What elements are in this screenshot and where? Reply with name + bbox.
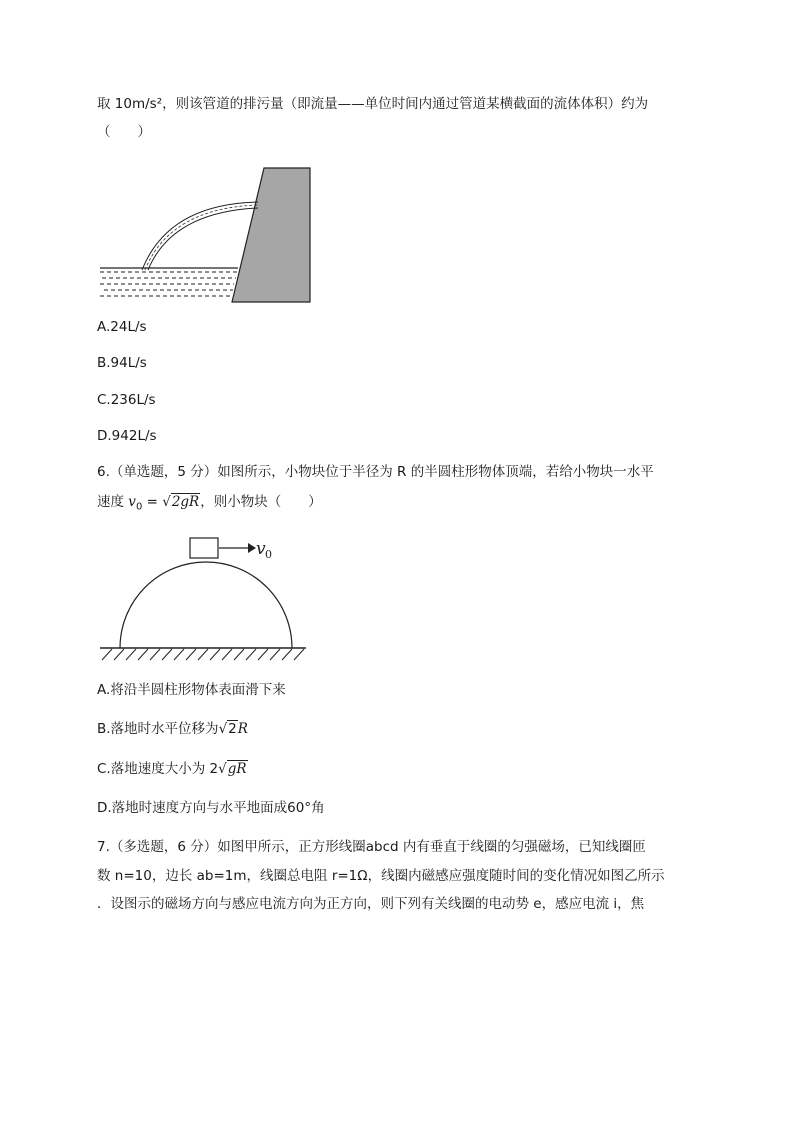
q7-text-line3: ．设图示的磁场方向与感应电流方向为正方向，则下列有关线圈的电动势 e，感应电流 i，焦 — [97, 896, 645, 912]
figure-velocity-subscript: 0 — [265, 548, 272, 561]
q7-text-line1: 7.（多选题，6 分）如图甲所示，正方形线圈abcd 内有垂直于线圈的匀强磁场，已知线圈匝 — [97, 839, 646, 855]
q7-text-line2: 数 n=10，边长 ab=1m，线圈总电阻 r=1Ω，线圈内磁感应强度随时间的变化情况如图乙所示 — [97, 868, 665, 884]
q6-speed-suffix: ，则小物块（ ） — [200, 494, 322, 510]
sqrt-icon: √ — [218, 761, 227, 777]
q6-option-c-radicand: gR — [227, 761, 247, 777]
q6-option-a[interactable]: A.将沿半圆柱形物体表面滑下来 — [97, 682, 286, 698]
figure-velocity-label: v — [256, 539, 266, 559]
q6-velocity-subscript: 0 — [135, 501, 143, 513]
q5-option-b[interactable]: B.94L/s — [97, 355, 147, 371]
q6-option-b-prefix: B.落地时水平位移为 — [97, 721, 219, 737]
q6-speed-prefix: 速度 — [97, 494, 129, 510]
semicircle-block-figure — [98, 530, 312, 665]
pipe-discharge-figure — [98, 164, 312, 304]
q6-option-d[interactable]: D.落地时速度方向与水平地面成60°角 — [97, 800, 325, 816]
q6-option-b[interactable] — [97, 719, 248, 739]
q6-velocity-symbol: v — [128, 494, 136, 510]
sqrt-icon: √ — [162, 494, 171, 510]
q6-radicand: 2gR — [171, 494, 200, 510]
q6-option-c-prefix: C.落地速度大小为 2 — [97, 761, 219, 777]
q5-text-line2: （ ） — [97, 124, 151, 140]
q6-text-line2 — [97, 492, 322, 518]
q5-text-line1: 取 10m/s²，则该管道的排污量（即流量——单位时间内通过管道某横截面的流体体积）约为 — [97, 96, 649, 112]
q6-option-c[interactable] — [97, 759, 248, 779]
q5-option-a[interactable]: A.24L/s — [97, 319, 147, 335]
q5-option-c[interactable]: C.236L/s — [97, 392, 156, 408]
q6-equals: = — [142, 494, 163, 510]
q5-option-d[interactable]: D.942L/s — [97, 428, 157, 444]
sqrt-icon: √ — [218, 721, 228, 737]
q6-option-b-radicand: 2 — [228, 721, 237, 737]
q6-text-line1: 6.（单选题，5 分）如图所示，小物块位于半径为 R 的半圆柱形物体顶端，若给小物块一水平 — [97, 464, 654, 480]
q6-option-b-suffix: R — [237, 721, 248, 737]
